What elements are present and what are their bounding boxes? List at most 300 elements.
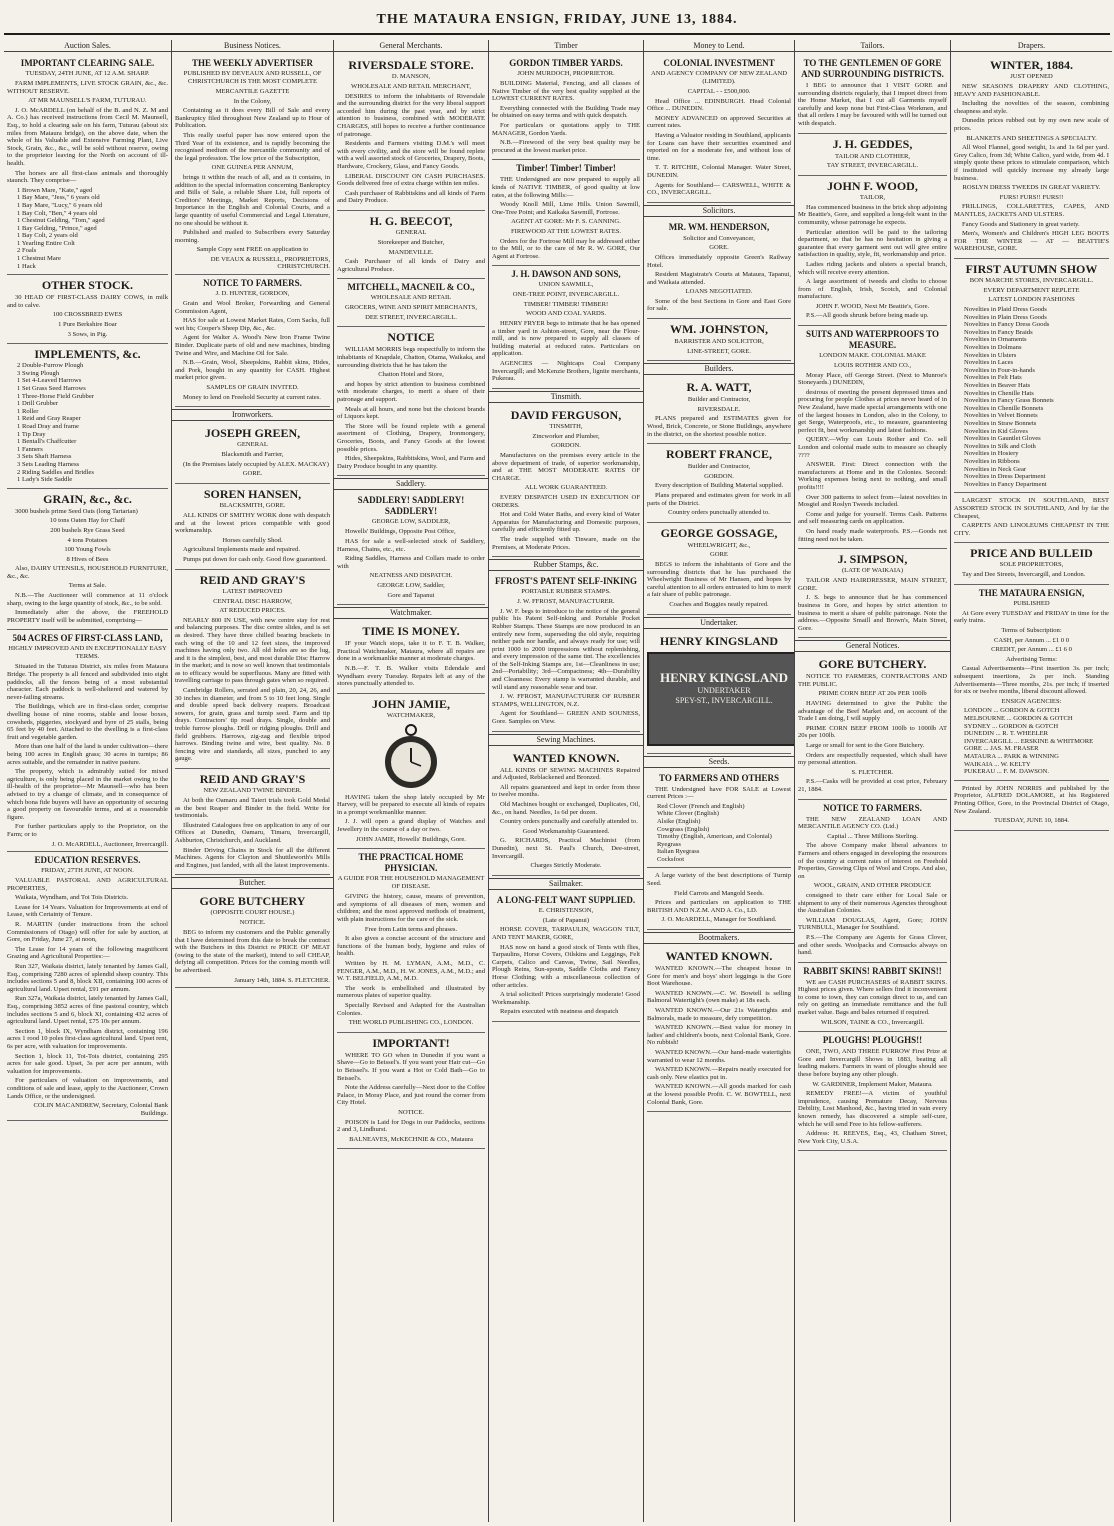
section-heading: Ironworkers. [172,409,333,421]
ad-paragraph: THE Undersigned are now prepared to supply all kinds of NATIVE TIMBER, of good quality at low rates, at the following Mills:— [492,176,640,199]
advertisement [175,891,330,988]
ad-paragraph: Pumps put down for cash only. Good flow guaranteed. [183,555,327,563]
ad-paragraph: Men's, Women's and Children's HIGH LEG BOOTS FOR THE WINTER — AT — BEATTIE'S WAREHOUSE, GORE. [954,230,1109,253]
ad-paragraph: BLANKETS AND SHEETINGS A SPECIALTY. [966,134,1097,142]
ad-paragraph: WHEELWRIGHT, &c., [687,541,751,549]
list-item: 1 Reid and Gray Reaper [17,415,81,423]
ad-body [492,917,640,1016]
ad-paragraph: Orders are respectfully requested, which shall have my personal attention. [798,751,947,767]
list-item: 1 Bay Mare, "Lucy," 6 years old [17,201,103,209]
list-item: 3 Sets Leading Harness [17,460,80,468]
ad-paragraph: At Gore every TUESDAY and FRIDAY in time for the early trains. [954,609,1109,625]
ad-paragraph: Terms at Sale. [68,582,107,590]
ad-paragraph: NEARLY 800 IN USE, with new centre stay for rest and balancing purposes. The disc centre slides, and is set as desired. They have three chilled bearing brackets in each wing of the 10 and 12 feet sizes, the improved machines having only two. All old holes are so the lug, and it is the simplest, best, and most durable Disc Harrow in the market; and is now so well known that testimonials as to efficacy would be superfluous. Many are fitted with travelling carriage to pass through gates when so required. [175,616,330,685]
ad-paragraph: Zincworker and Plumber, [532,432,600,440]
list-item: Novelties in Felt Hats [964,374,1022,382]
ad-paragraph: Every description of Building Material supplied. [655,482,784,490]
ad-paragraph: CASH, per Annum ... £1 0 0 [993,636,1070,644]
ad-title: DAVID FERGUSON, [510,407,622,422]
advertisement [798,654,947,799]
ad-paragraph: FARM IMPLEMENTS, LIVE STOCK GRAIN, &c., &c. WITHOUT RESERVE. [7,80,168,95]
ad-paragraph: GORE. [709,244,729,252]
ad-paragraph: Also, DAIRY UTENSILS, HOUSEHOLD FURNITURE, &c., &c. [7,565,168,580]
ad-paragraph: BUILDING Material, Fencing, and all classes of Native Timber of the very best quality supplied at the LOWEST CURRENT RATES. [492,80,640,103]
ad-body [337,239,485,273]
ad-paragraph: PRIME CORN BEEF FROM 100lb to 1000lb AT 20s per 100lb. [798,724,947,740]
ad-list [964,707,1109,775]
ad-title: GEORGE GOSSAGE, [660,525,778,540]
section-heading: Sailmaker. [489,878,643,890]
ad-signature: J. O. McARDELL, Auctioneer, Invercargill. [51,840,168,848]
ad-paragraph: WANTED KNOWN.—Repairs neatly executed for cash only. New elastics put in. [647,1066,791,1081]
ad-body [647,872,791,924]
ad-paragraph: (Late of Papanui) [542,916,590,924]
ad-paragraph: All Wool Flannel, good weight, 1s and 1s 6d per yard. Grey Calico, from 3d; White Calico, yard wide, from 4d. I simply quote these prices to stimulate comparison, which if instituted will quickly increase my already large business. [954,144,1109,182]
list-item: Novelties in Plaid Dress Goods [964,306,1047,314]
undertaker-name: HENRY KINGSLAND [660,669,788,685]
advertisement [647,946,791,1112]
ad-paragraph: Lease for 14 Years. Valuation for Improvements at end of Lease, with Certainty of Tenure. [7,903,168,919]
advertisement [647,631,791,754]
ad-body [337,1052,485,1144]
ad-paragraph: BARRISTER AND SOLICITOR, [674,338,764,346]
column-2 [172,40,334,1522]
ad-body [798,1048,947,1145]
ad-title: RIVERSDALE STORE. [348,58,474,72]
ad-paragraph: CENTRAL DISC HARROW, [213,597,292,605]
ad-subtitle: NEW ZEALAND TWINE BINDER. [203,787,302,794]
ad-subtitle: BON MARCHE STORES, INVERCARGILL. [969,276,1094,284]
ad-title: GRAIN, &c., &c. [43,491,132,506]
ad-paragraph: WANTED KNOWN.—C. W. Bowtell is selling Balmoral Watertight's (own make) at 18s each. [647,989,791,1005]
ad-subtitle: LATEST IMPROVED [222,587,283,595]
ad-paragraph: TAILOR AND HAIRDRESSER, MAIN STREET, GORE. [798,577,947,592]
list-item: Novelties in Ornaments [964,336,1027,344]
ad-paragraph: Agent for Southland— GREEN AND SOUNESS, Gore. Samples on View. [492,710,640,726]
ad-body [954,571,1109,579]
advertisement [798,549,947,638]
masthead [0,0,1114,40]
ad-title: PRICE AND BULLEID [970,546,1093,561]
ad-paragraph: and hopes by strict attention to business combined with moderate charges, to merit a share of their patronage and support. [337,380,485,404]
ad-paragraph: More than one half of the land is under cultivation—there being 100 acres in English grass; 30 acres in turnips; 86 acres suitable, and the remainder in native pasture. [7,743,168,766]
advertisement [492,892,640,1022]
advertisement [7,489,168,631]
ad-paragraph: Residents and Farmers visiting D.M.'s will meet with every civility, and the store will be found replete with a well assorted stock of Groceries, Drapery, Boots, Hardware, Crockery, Glass, and Fancy Goods. [337,140,485,170]
ad-paragraph: Agents for Southland— CARSWELL, WHITE & CO., INVERCARGILL. [647,181,791,197]
ad-body [798,577,947,632]
ad-paragraph: GORDON. [551,442,581,450]
section-heading: Watchmaker. [334,607,488,619]
ad-paragraph: WILLIAM DOUGLAS, Agent, Gore; JOHN TURNBULL, Manager for Southland. [798,916,947,932]
advertisement [954,259,1109,493]
ad-paragraph: HAS for sale a well-selected stock of Saddlery, Harness, Chains, etc., etc. [337,537,485,553]
ad-body [647,338,791,355]
list-item: 2 Double-Furrow Plough [17,362,84,370]
list-item: 1 Hack [17,262,36,270]
ad-paragraph: Written by H. M. LYMAN, A.M., M.D., C. FENGER, A.M., M.D., H. W. JONES, A.M., M.D.; and W. T. BELFIELD, A.M., M.D. [337,960,485,983]
ad-body [175,300,330,401]
ad-title: ROBERT FRANCE, [665,447,773,462]
ad-paragraph: Howells' Buildings, Opposite Post Office, [345,528,456,536]
advertisement [954,543,1109,585]
ad-title: GORE BUTCHERY. [818,657,927,672]
ad-subtitle: GENERAL [395,228,427,236]
ad-body [492,291,640,383]
ad-paragraph: Tay and Dee Streets, Invercargill, and London. [962,571,1086,579]
ad-paragraph: consigned to their care either for Local Sale or shipment to any of their numerous Agencies throughout the Australian Colonies. [798,891,947,915]
ad-title: HENRY KINGSLAND [659,633,779,648]
advertisement [175,484,330,570]
ad-paragraph: Run 327a, Waikaia district, lately tenanted by James Gall, Esq., comprising 3852 acres of fine pastoral country, which includes sections 5 and 6, block XI, containing 432 acres of agricultural land. Upset rental, £75 10s per annum. [7,995,168,1026]
ad-body [175,88,330,254]
ad-subtitle: (OPPOSITE COURT HOUSE.) [210,909,295,917]
ad-list [657,803,791,864]
ad-title: A LONG-FELT WANT SUPPLIED. [496,894,636,905]
list-item: 1 Tip Dray [17,430,46,438]
ad-paragraph: WE are CASH PURCHASERS of RABBIT SKINS. Highest prices given. Where sellers find it inconvenient to come to town, they can consign direct to us, and can rely on getting an immediate remittance and the full market value. Bags and bales returned if required. [798,978,947,1017]
list-item: 1 Yearling Entire Colt [17,239,75,247]
ad-paragraph: Manufactures on the premises every article in the above department of trade, of superior workmanship, and at THE MOST MODERATE RATES OF CHARGE. [492,452,640,482]
column-heading: Drapers. [951,40,1112,52]
ad-body [798,362,947,543]
ad-title: EDUCATION RESERVES. [34,855,141,866]
list-item: MELBOURNE ... GORDON & GOTCH [964,715,1073,722]
ad-body [7,663,168,838]
ad-title: H. G. BEECOT, [369,213,453,228]
ad-title: R. A. WATT, [686,380,752,395]
ad-paragraph: AT REDUCED PRICES. [219,607,286,615]
ad-body [798,153,947,170]
ad-title: JOHN JAMIE, [372,696,450,711]
ad-paragraph: GIVING the history, cause, means of prevention, and symptoms of all diseases of men, women and children; and the most approved methods of treatment, with plain instructions for the care of the sick. [337,893,485,924]
column-heading: Tailors. [795,40,950,52]
ad-paragraph: HENRY FRYER begs to intimate that he has opened a timber yard in Ashton-street, Gore, near the Flour-mill, and is now prepared to supply all classes of building material at reduced rates. Particulars on application. [492,320,640,358]
advertisement [798,800,947,963]
ad-paragraph: J. J. will open a grand display of Watches and Jewellery in the course of a day or two. [337,818,485,834]
ad-paragraph: VALUABLE PASTORAL AND AGRICULTURAL PROPERTIES, [7,877,168,892]
list-item: Novelties in Fancy Braids [964,328,1033,336]
ad-paragraph: 100 Young Fowls [64,546,111,554]
ad-paragraph: Dunedin prices rubbed out by my own new scale of prices. [954,117,1109,132]
ad-paragraph: GORE [710,551,728,559]
ad-paragraph: ALL KINDS OF SMITHY WORK done with despatch and at the lowest prices compatible with good workmanship. [175,511,330,535]
ad-paragraph: 200 bushels Rye Grass Seed [50,526,125,534]
ad-paragraph: Prices and particulars on application to THE BRITISH AND N.Z.M. AND A. Co., LD. [647,899,791,914]
ad-paragraph: Grain and Wool Broker, Forwarding and General Commission Agent, [175,300,330,315]
ad-paragraph: 8 Hives of Bees [66,555,109,563]
ad-paragraph: LARGEST STOCK IN SOUTHLAND, BEST ASSORTED STOCK IN SOUTHLAND, And by far the Cheapest, [954,497,1109,520]
list-item: Novelties in Velvet Bonnets [964,412,1038,420]
ad-paragraph: WILLIAM MORRIS begs respectfully to inform the inhabitants of Knapdale, Chatton, Otama, Waikaka, and surrounding districts that he has taken the [337,346,485,369]
advertisement [492,160,640,266]
section-heading: Butcher. [172,877,333,889]
ad-subtitle: PUBLISHED [1013,599,1050,607]
ad-body [337,794,485,844]
ad-subtitle: GENERAL [237,441,268,449]
ad-subtitle: WATCHMAKER, [386,711,436,719]
list-item: 1 Set Grass Seed Harrows [17,385,86,392]
ad-paragraph: AT MR MAUNSELL'S FARM, TUTURAU. [28,97,147,105]
ad-paragraph: The property, which is admirably suited for mixed agriculture, is only being placed in the market owing to the ill-health of the proprietor—Mr Maunsell—who has been advised to try a change of climate, and in consequence of which bona fide buyers will have an opportunity of securing a good property on favourable terms, and at a reasonable figure. [7,768,168,821]
ad-paragraph: LATEST LONDON FASHIONS [988,296,1075,304]
ad-paragraph: FIREWOOD AT THE LOWEST RATES. [510,227,622,235]
ad-paragraph: FRILLINGS, COLLARETTES, CAPES, AND MANTLES, JACKETS AND ULSTERS. [954,203,1109,218]
ad-paragraph: Some of the best Sections in Gore and East Gore for sale. [647,297,791,313]
ad-title: RABBIT SKINS! RABBIT SKINS!! [803,965,942,976]
ad-paragraph: Charges Strictly Moderate. [530,862,602,870]
advertisement [647,444,791,523]
column-heading: Money to Lend. [644,40,794,52]
ad-paragraph: Terms of Subscription: [1001,627,1062,635]
ad-paragraph: GORE. [242,470,263,478]
advertisement [798,134,947,176]
ad-title: GORE BUTCHERY [199,894,306,909]
ad-subtitle: TUESDAY, 24TH JUNE, AT 12 A.M. SHARP. [25,70,150,77]
ad-paragraph: Has commenced business in the brick shop adjoining Mr Beattie's, Gore, and supplied a long-felt want in the community, whose patronage he expects. [798,203,947,226]
ad-title: WANTED KNOWN. [512,750,620,765]
ad-paragraph: G. RICHARDS, Practical Machinist (from Dunedin), next St. Paul's Church, Dee-street, Invercargill. [492,837,640,860]
ad-title: WM. JOHNSTON, [669,322,769,337]
list-item: 1 Bay Gelding, "Prince," aged [17,224,97,232]
ad-subtitle: JUST OPENED [1010,73,1053,80]
ad-paragraph: NOTICE. [239,919,266,927]
ad-paragraph: Head Office ... EDINBURGH. Head Colonial Office ... DUNEDIN. [647,97,791,113]
ad-title: NOTICE TO FARMERS. [203,278,302,289]
ad-paragraph: GEORGE LOW, Saddler, [377,581,445,589]
advertisement [337,492,485,605]
ad-paragraph: Orders for the Fortrose Mill may be addressed either to the Mill, or to the care of Mr R. W. GORE, Our Agent at Fortrose. [492,237,640,260]
ad-body [175,797,330,869]
advertisement [337,211,485,279]
list-item: 1 Bay Colt, "Ben," 4 years old [17,209,98,217]
list-item: Novelties in Ulsters [964,351,1017,359]
ad-body [175,451,330,478]
advertisement [337,621,485,694]
ad-subtitle: GEORGE LOW, SADDLER, [371,518,451,526]
ad-paragraph: At both the Oamaru and Taieri trials took Gold Medal as the best Reaper and Binder in the field. Write for testimonials. [175,797,330,820]
list-item: Novelties in Dress Department [964,473,1046,481]
ad-paragraph: R. MARTIN (under instructions from the school Commissioners of Otago) will offer for sale by auction, at Gore, on Friday, June 27, at noon, [7,921,168,944]
ad-paragraph: Riding Saddles, Harness and Collars made to order with [337,555,485,570]
ad-paragraph: Cambridge Rollers, serrated and plain, 20, 24, 26, and 30 inches in diameter, and from 5 to 10 feet long. Single and double speed back delivery reapers. Broadcast sowers, for grain, grass and turnip seed. Farm and tip drays. Contractors' tip road drays. Single, double and treble furrow ploughs. Drill or ridging ploughs. Drill and field grubbers. Harrows, zig-zag and flexible tripod harrows. Binding twine and wire, best quality. No. 8 fencing wire and standards, all sizes, punched to any gauge. [175,687,330,763]
ad-paragraph: Particular attention will be paid to the tailoring department, so that he has no hesitation in giving a guarantee that every garment sent out will give entire satisfaction in quality, style, fit, workmanship and price. [798,228,947,259]
ad-subtitle: SOLE PROPRIETORS, [999,561,1064,569]
ad-title: JOSEPH GREEN, [204,426,301,441]
ad-paragraph: The above Company make liberal advances to Farmers and others engaged in developing the resources of the country at current rates of interest on Freehold Properties, Growing Clips of Wool and Crops. And also, on [798,842,947,880]
ad-subtitle: (LATE OF WAIKAIA) [841,567,904,575]
ad-paragraph: WANTED KNOWN.—The cheapest house in Gore for men's and boys' short leggings is the Gore Boot Warehouse. [647,965,791,988]
ad-title: THE WEEKLY ADVERTISER [192,58,313,68]
ad-body [647,786,791,864]
ad-paragraph: The Buildings, which are in first-class order, comprise dwelling house of nine rooms, stable and loose boxes, cowsheds, piggeries, stockyard and byre of 25 stalls, being 65 feet by 40 feet. Attached to the dwelling is a first-class fruit and vegetable garden. [7,703,168,741]
list-item: 1 Bay Colt, 2 years old [17,232,78,240]
ad-paragraph: ENSIGN AGENCIES: [1001,697,1062,705]
ad-paragraph: P.S.—Casks will be provided at cost price, February 21, 1884. [798,778,947,793]
ad-paragraph: RIVERSDALE. [697,405,741,413]
ad-paragraph: Binder Driving Chains in Stock for all the different Machines. Agents for Clayton and Shuttleworth's Mills and Engines, just landed, with all the latest improvements. [175,846,330,869]
ad-paragraph: THE NEW ZEALAND LOAN AND MERCANTILE AGENCY CO. (Ltd.) [798,815,947,831]
ad-paragraph: I BEG to announce that I VISIT GORE and surrounding districts regularly, that I import direct from the Home Market, that I cut all Garments myself carefully and keep none but First-Class Workmen, and that all orders I may be favoured with will be turned out with despatch. [798,82,947,127]
list-item: 1 Set 4-Leaved Harrows [17,377,82,385]
ad-paragraph: 3000 bushels prime Seed Oats (long Tartarian) [15,507,138,515]
ad-paragraph: J. S. begs to announce that he has commenced business in Gore, and hopes by strict attention to business to merit a share of public patronage. Note the address.—Opposite Smaill and Brown's, Main Street, Gore. [798,594,947,632]
column-3 [334,40,489,1522]
ad-paragraph: EVERY DESPATCH USED IN EXECUTION OF ORDERS. [492,493,640,509]
list-item: Novelties in Chenille Bonnets [964,404,1044,412]
ad-title: J. SIMPSON, [837,552,908,567]
ad-paragraph: Waikaia, Wyndham, and Toi Tois Districts. [15,894,129,902]
ad-title: TIME IS MONEY. [362,624,460,639]
list-item: SYDNEY ... GORDON & GOTCH [964,722,1059,730]
ad-paragraph: A large variety of the best descriptions of Turnip Seed. [647,872,791,888]
advertisement [954,781,1109,831]
ad-paragraph: HAS now on hand a good stock of Tents with flies, Tarpaulins, Horse Covers, Oilskins and Leggings, Felt Carpets, Calico and Canvas, Twine, Sail Needles, Plough Reins, Sun-spouts, Saddle Cloths and Fancy Horse Clothing; with a miscellaneous collection of other articles. [492,943,640,989]
list-item: Italian Ryegrass [657,848,700,856]
list-item: 3 Swing Plough [17,369,60,377]
column-heading: Auction Sales. [4,40,171,52]
list-item: Cocksfoot [657,855,685,863]
ad-paragraph: LINE-STREET, GORE. [687,347,751,355]
ad-body [337,640,485,688]
ad-paragraph: Come and judge for yourself. Terms Cash. Patterns and self measuring cards on application. [798,510,947,526]
ad-body [337,893,485,1027]
ad-title: TO THE GENTLEMEN OF GORE AND SURROUNDING DISTRICTS. [801,58,944,79]
ad-paragraph: QUERY.—Why can Louis Rother and Co. sell London and colonial made suits to measure so cheaply ???? [798,436,947,459]
column-6 [795,40,951,1522]
list-item: MATAURA ... PARK & WINNING [964,752,1059,760]
ad-signature: COLIN MACANDREW, Secretary, Colonial Bank Buildings. [33,1102,168,1117]
ad-paragraph: AGENT AT GORE: Mr F. S. CANNING. [511,218,621,226]
advertisement [492,266,640,389]
ad-paragraph: TIMBER! TIMBER! TIMBER! [523,300,609,308]
ad-body [7,362,168,484]
ad-title: WANTED KNOWN. [665,949,773,964]
ad-paragraph: PLANS prepared and ESTIMATES given for Wood, Brick, Concrete, or Stone Buildings, anywhere in the district, on the shortest possible notice. [647,415,791,438]
advertisement [954,55,1109,259]
ad-title: THE PRACTICAL HOME PHYSICIAN. [358,852,464,874]
ad-paragraph: WANTED KNOWN.—Our hand-made watertights warranted to wear 12 months. [647,1048,791,1064]
ad-paragraph: LIBERAL DISCOUNT ON CASH PURCHASES. Goods delivered free of extra charge within ten miles. [337,172,485,188]
ad-title: OTHER STOCK. [41,278,134,293]
ad-paragraph: brings it within the reach of all, and as it contains, in addition to the special information concerning Bankruptcy and Bills of Sale, a reliable Share List, full reports of Creditors' Meetings, Market Reports, Decisions of Importance in the English and Colonial Courts, and a large quantity of useful Commercial and Legal Literature, no one should be without it. [175,173,330,227]
ad-paragraph: Moray Place, off George Street. (Next to Munroe's Stoneyards.) DUNEDIN, [798,371,947,387]
column-5 [644,40,795,1522]
ad-paragraph: Having a Valuator residing in Southland, applicants for Loans can have their securities examined and reported on for a moderate fee, and without loss of time. [647,131,791,162]
advertisement [647,319,791,361]
ad-paragraph: On hand ready made waterproofs. P.S.—Goods not fitting need not be taken. [798,527,947,543]
ad-title: FIRST AUTUMN SHOW [965,261,1098,276]
ad-paragraph: T. T. RITCHIE, Colonial Manager. Water Street, DUNEDIN. [647,164,791,179]
section-heading: Builders. [644,363,794,375]
ad-paragraph: Free from Latin terms and phrases. [364,925,458,933]
ad-paragraph: All repairs guaranteed and kept in order from three to twelve months. [492,783,640,799]
list-item: 1 Fanners [17,445,43,453]
advertisement [798,963,947,1033]
ad-paragraph: A large assortment of tweeds and cloths to choose from of English, Irish, Scotch, and Colonial manufacture. [798,278,947,301]
column-4 [489,40,644,1522]
undertaker-label: UNDERTAKER [697,685,751,695]
advertisement [337,279,485,327]
ad-paragraph: desirous of meeting the present depressed times and procuring for people Clothes at prices never heard of in New Zealand, have made special arrangements with one of the largest houses in London, also in the Colony, to get Serge, Waterproofs, etc., to measure, guaranteeing perfect fit, best workmanship and latest fashions. [798,388,947,434]
ad-paragraph: GORDON. [704,472,734,480]
ad-paragraph: This really useful paper has now entered upon the Third Year of its existence, and is rapidly becoming the recognised medium of the mercantile community and of the legal profession. The low price of the Subscription, [175,131,330,162]
ad-title: TO FARMERS AND OTHERS [659,772,779,783]
column-heading: Business Notices. [172,40,333,52]
ad-paragraph: For particulars of valuation on improvements, and conditions of sale and lease, apply to the Auctioneer, Crown Lands Office, or the undersigned. [7,1077,168,1100]
ad-paragraph: S. FLETCHER. [851,768,894,776]
ad-paragraph: Specially Revised and Adapted for the Australian Colonies. [337,1001,485,1017]
ad-paragraph: BEGS to inform the inhabitants of Gore and the surrounding districts that he has purchased the Wheelwright Business of Mr Hansen, and hopes by careful attention to all orders entrusted to him to merit a fair share of public patronage. [647,560,791,599]
ad-paragraph: (In the Premises lately occupied by ALEX. MACKAY) [183,460,329,468]
ad-body [337,528,485,599]
ad-paragraph: ALL WORK GUARANTEED. [524,484,608,492]
ad-paragraph: WANTED KNOWN.—Best value for money in ladies' and children's boots, next Colonial Bank, Gore. No rubbish! [647,1024,791,1047]
ad-paragraph: Casual Advertisements—First insertion 3s. per inch; subsequent insertions, 2s per inch. Standing Advertisements—Three months, 21s. per inch; if inserted for six or twelve months, liberal discount allowed. [954,665,1109,696]
ad-body [798,979,947,1027]
ad-paragraph: WILSON, TAINE & CO., Invercargill. [821,1018,924,1026]
list-item: Novelties in Beaver Hats [964,382,1031,389]
ad-title: COLONIAL INVESTMENT [663,58,775,68]
ad-paragraph: Section 1, block IX, Wyndham district, containing 196 acres 1 rood 10 poles first-class agricultural land. Upset rent, 6s per acre, with valuation for improvements. [7,1027,168,1050]
ad-paragraph: J. W. FFROST, MANUFACTURER OF RUBBER STAMPS, WELLINGTON, N.Z. [492,693,640,708]
ad-paragraph: Ladies riding jackets and ulsters a special branch, which will receive every attention. [798,260,947,276]
advertisement [337,849,485,1033]
ad-paragraph: Capital ... Three Millions Sterling. [827,832,918,840]
list-item: DUNEDIN ... R. T. WHEELER [964,730,1049,738]
list-item: 1 Lady's Side Saddle [17,476,73,484]
ad-paragraph: Blacksmith and Farrier, [221,451,284,459]
section-heading: Undertaker. [644,617,794,629]
ad-paragraph: EVERY DEPARTMENT REPLETE [983,286,1080,294]
ad-paragraph: POISON is Laid for Dogs in our Paddocks, sections 2 and 3, Lindhurst. [337,1118,485,1134]
ad-paragraph: N.B.—F. T. B. Walker visits Edendale and Wyndham every Tuesday. Repairs left at any of the stores punctually attended to. [337,664,485,688]
advertisement [337,327,485,476]
list-item: Novelties in Chenille Hats [964,389,1034,397]
list-item: WAIKAIA ... W. KELTY [964,760,1031,768]
list-item: Novelties in Fancy Dress Goods [964,321,1050,329]
column-7 [951,40,1112,1522]
ad-paragraph: DEE STREET, INVERCARGILL. [365,313,457,321]
ad-paragraph: JOHN F. WOOD, Next Mr Beattie's, Gore. [815,302,930,310]
list-item: Novelties in Ribbons [964,457,1020,465]
list-item: 1 Chestnut Mare [17,255,61,263]
ad-paragraph: CAPITAL - - £500,000. [687,88,751,95]
ad-paragraph: N.B.—Grain, Wool, Sheepskins, Rabbit skins, Hides, and Pork, bought in any quantity for CASH. Highest market price given. [175,359,330,382]
ad-paragraph: WHOLESALE AND RETAIL MERCHANT, [351,83,471,90]
ad-paragraph: J. W. FFROST, MANUFACTURER. [517,598,615,606]
list-item: 1 Bay Mare, "Jess," 6 years old [17,194,100,202]
ad-paragraph: Cash Purchaser of all kinds of Dairy and Agricultural Produce. [337,258,485,273]
ad-title: Timber! Timber! Timber! [516,163,616,174]
ad-title: THE MATAURA ENSIGN, [978,587,1085,598]
ad-paragraph: Run 327, Waikaia district, lately tenanted by James Gall, Esq., comprising 7280 acres of splendid sheep country. This includes sections 5 and 8, block XII, containing 100 acres of agricultural land. Upset rental, £91 per annum. [7,963,168,993]
ad-subtitle: LONDON MAKE. COLONIAL MAKE [819,352,926,360]
ad-paragraph: Everything connected with the Building Trade may be obtained on easy terms and with quick despatch. [492,104,640,120]
list-item: 1 Three-Horse Field Grubber [17,392,94,400]
ad-paragraph: Horses carefully Shod. [222,536,283,544]
ad-title: MR. WM. HENDERSON, [668,221,770,232]
ad-body [492,433,640,551]
ad-paragraph: PRIME CORN BEEF AT 20s PER 100lb [818,690,927,698]
ad-paragraph: Coaches and Buggies neatly repaired. [669,600,769,608]
advertisement [7,344,168,489]
ad-paragraph: 30 HEAD OF FIRST-CLASS DAIRY COWS, in milk and to calve. [7,294,168,309]
ad-paragraph: MANDEVILLE. [388,248,434,256]
ad-paragraph: WOOL, GRAIN, AND OTHER PRODUCE [813,882,932,890]
ad-body [492,767,640,870]
list-item: Novelties in Neck Gear [964,465,1027,473]
